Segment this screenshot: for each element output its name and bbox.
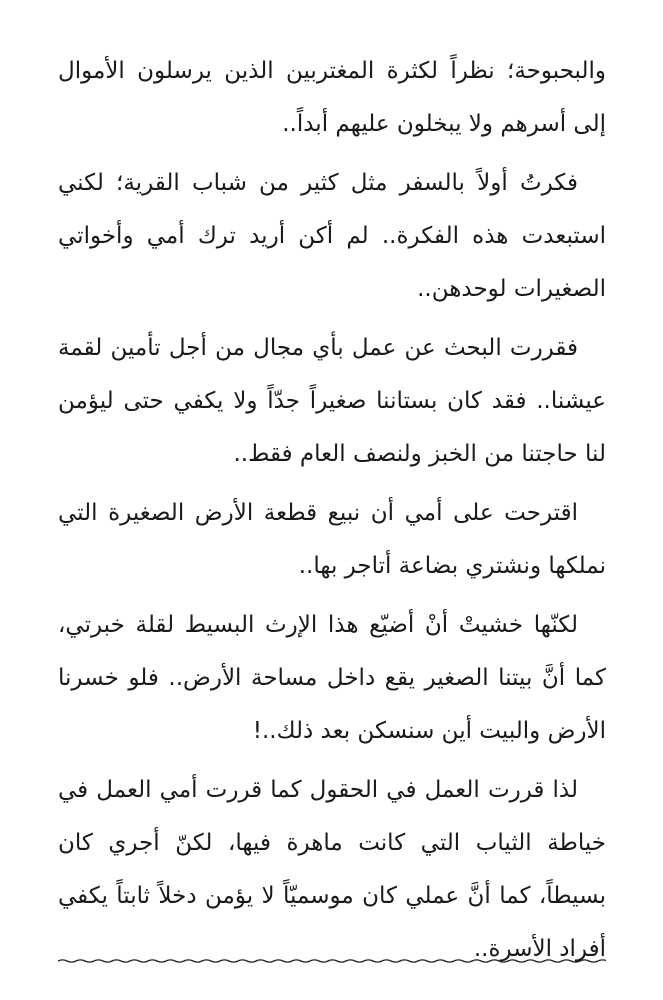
paragraph-6: لذا قررت العمل في الحقول كما قررت أمي العمل في خياطة الثياب التي كانت ماهرة فيها، لكنّ أجري كان بسيطاً، كما أنَّ عملي كان موسميّاً لا يؤمن دخلاً ثابتاً يكفي أفراد الأسرة.. bbox=[58, 777, 606, 962]
paragraph-1: والبحبوحة؛ نظراً لكثرة المغتربين الذين يرسلون الأموال إلى أسرهم ولا يبخلون عليهم أبداً.. bbox=[58, 58, 606, 137]
paragraph-3: فقررت البحث عن عمل بأي مجال من أجل تأمين لقمة عيشنا.. فقد كان بستاننا صغيراً جدّاً ولا يكفي حتى ليؤمن لنا حاجتنا من الخبز ولنصف العام فقط.. bbox=[58, 335, 606, 467]
paragraph-4: اقترحت على أمي أن نبيع قطعة الأرض الصغيرة التي نملكها ونشتري بضاعة أتاجر بها.. bbox=[58, 500, 606, 579]
paragraph-5: لكنّها خشيتْ أنْ أضيّع هذا الإرث البسيط لقلة خبرتي، كما أنَّ بيتنا الصغير يقع داخل مساحة الأرض.. فلو خسرنا الأرض والبيت أين سنسكن بعد ذلك..! bbox=[58, 612, 606, 744]
book-page-text bbox=[58, 45, 606, 976]
paragraph-2: فكرتُ أولاً بالسفر مثل كثير من شباب القرية؛ لكني استبعدت هذه الفكرة.. لم أكن أريد ترك أمي وأخواتي الصغيرات لوحدهن.. bbox=[58, 170, 606, 302]
wavy-divider bbox=[58, 955, 606, 967]
